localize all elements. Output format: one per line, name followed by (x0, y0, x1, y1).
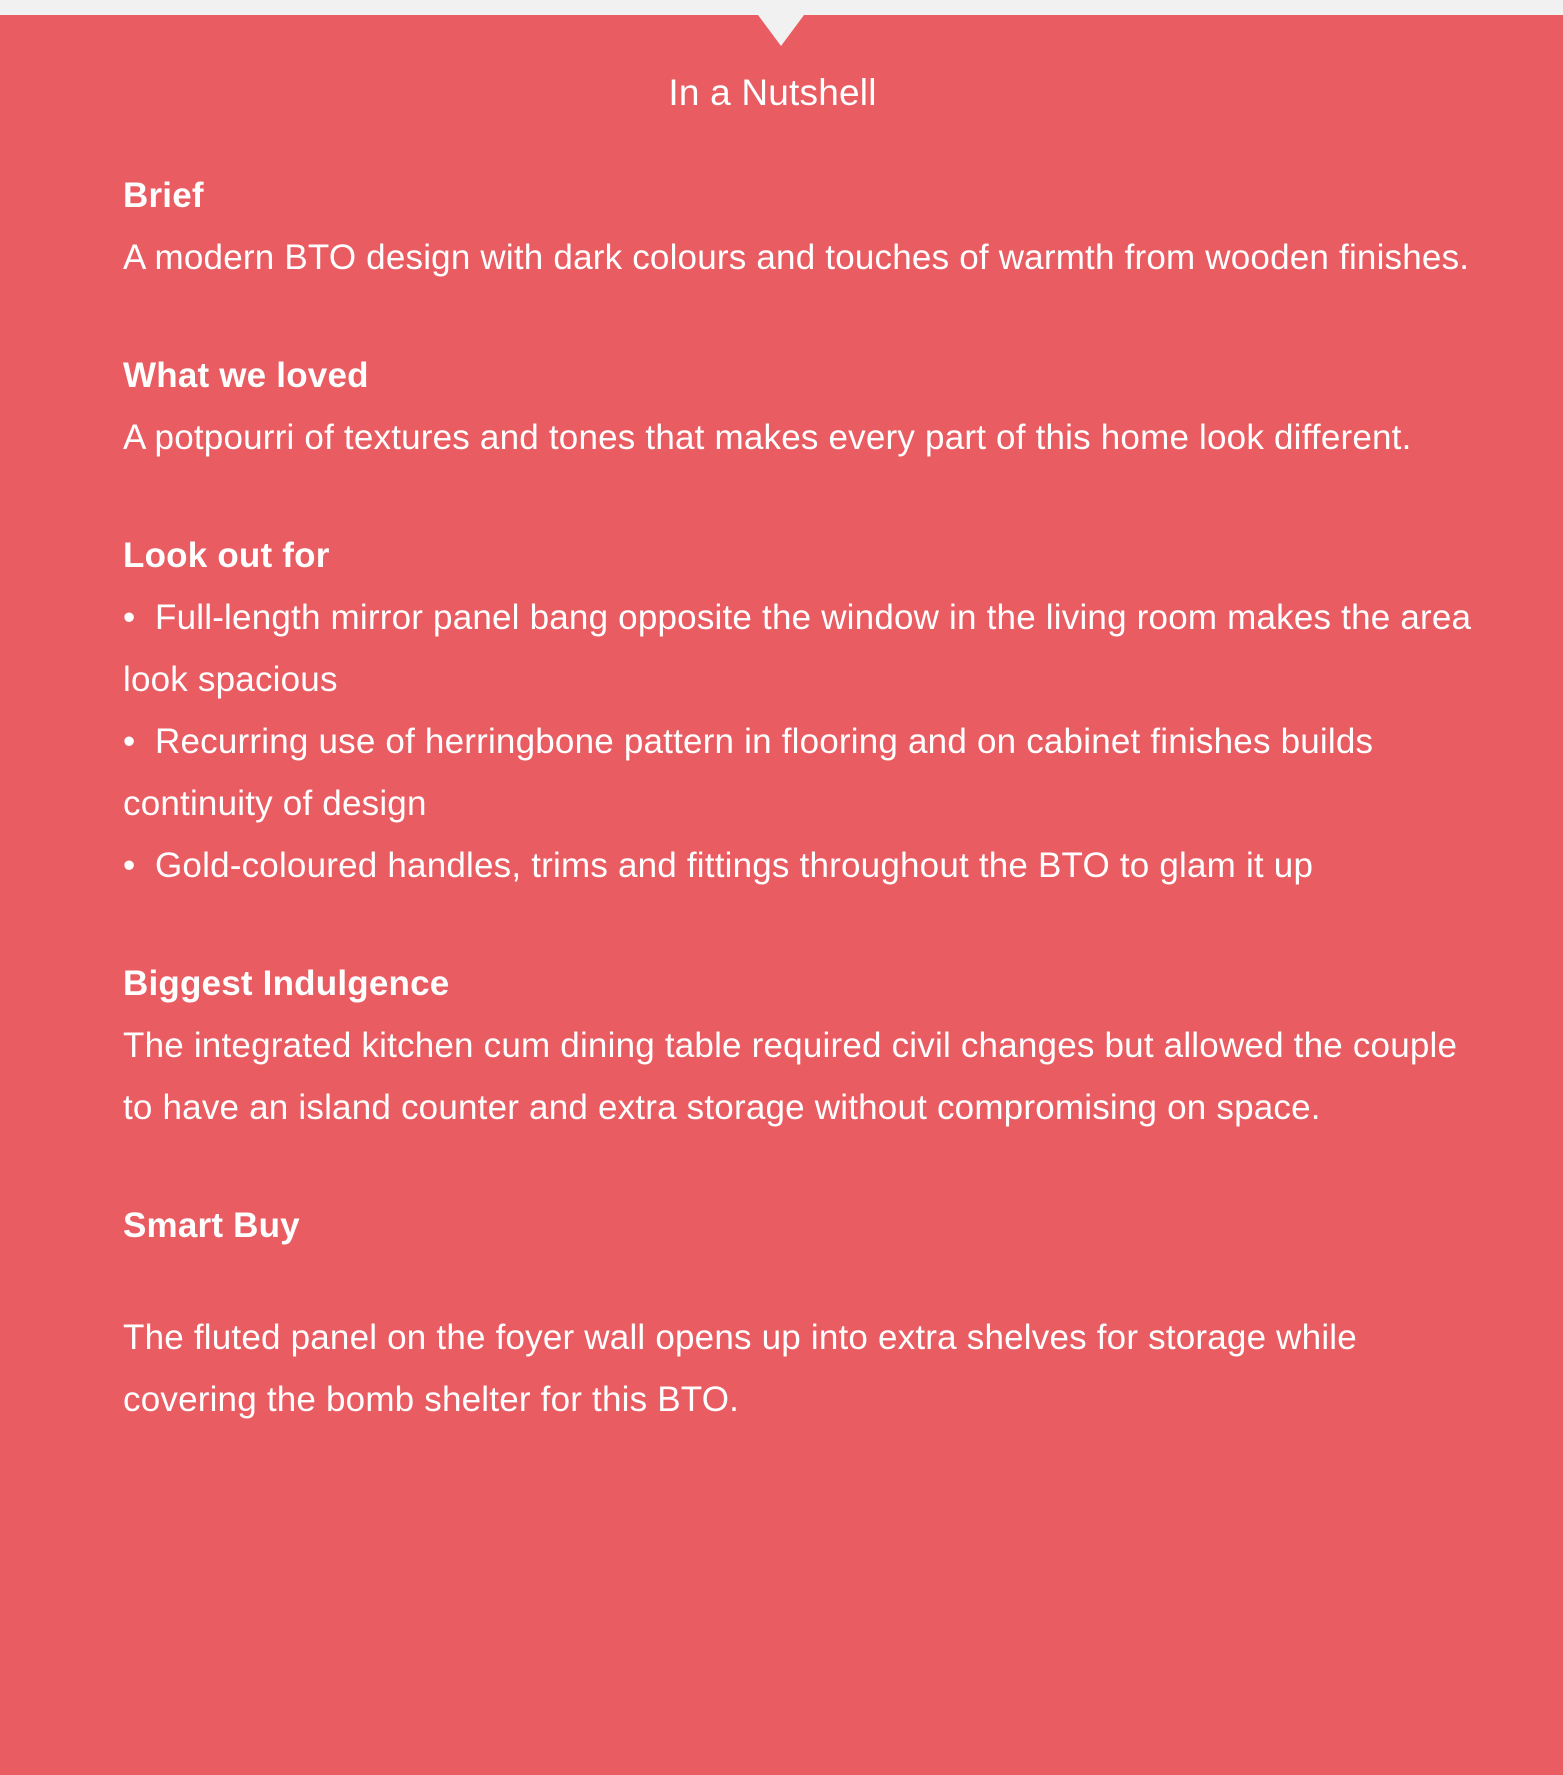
what-we-loved-body: A potpourri of textures and tones that makes every part of this home look different. (123, 418, 1412, 457)
list-item-text: Recurring use of herringbone pattern in flooring and on cabinet finishes builds continuity of design (123, 722, 1374, 823)
what-we-loved-heading: What we loved (123, 356, 369, 395)
look-out-for-heading: Look out for (123, 536, 330, 575)
card-title: In a Nutshell (668, 72, 877, 113)
section-biggest-indulgence (123, 953, 1483, 1139)
bullet-icon: • (123, 846, 136, 885)
brief-heading: Brief (123, 176, 204, 215)
smart-buy-body: The fluted panel on the foyer wall opens up into extra shelves for storage while covering the bomb shelter for this BTO. (123, 1318, 1357, 1419)
section-smart-buy (123, 1195, 1483, 1431)
list-item-text: Gold-coloured handles, trims and fittings throughout the BTO to glam it up (155, 846, 1314, 885)
brief-body: A modern BTO design with dark colours and touches of warmth from wooden finishes. (123, 238, 1470, 277)
section-what-we-loved (123, 345, 1483, 469)
content-area (123, 165, 1483, 1487)
smart-buy-heading: Smart Buy (123, 1206, 300, 1245)
list-item (123, 587, 1483, 711)
list-item (123, 711, 1483, 835)
top-strip (0, 0, 1563, 15)
look-out-for-list (123, 587, 1483, 897)
biggest-indulgence-body: The integrated kitchen cum dining table required civil changes but allowed the couple to have an island counter and extra storage without compromising on space. (123, 1026, 1458, 1127)
pointer-notch (758, 15, 804, 46)
bullet-icon: • (123, 722, 136, 761)
list-item-text: Full-length mirror panel bang opposite the window in the living room makes the area look spacious (123, 598, 1472, 699)
section-brief (123, 165, 1483, 289)
biggest-indulgence-heading: Biggest Indulgence (123, 964, 450, 1003)
section-look-out-for (123, 525, 1483, 897)
spacer (123, 1257, 1483, 1307)
bullet-icon: • (123, 598, 136, 637)
list-item (123, 835, 1483, 897)
